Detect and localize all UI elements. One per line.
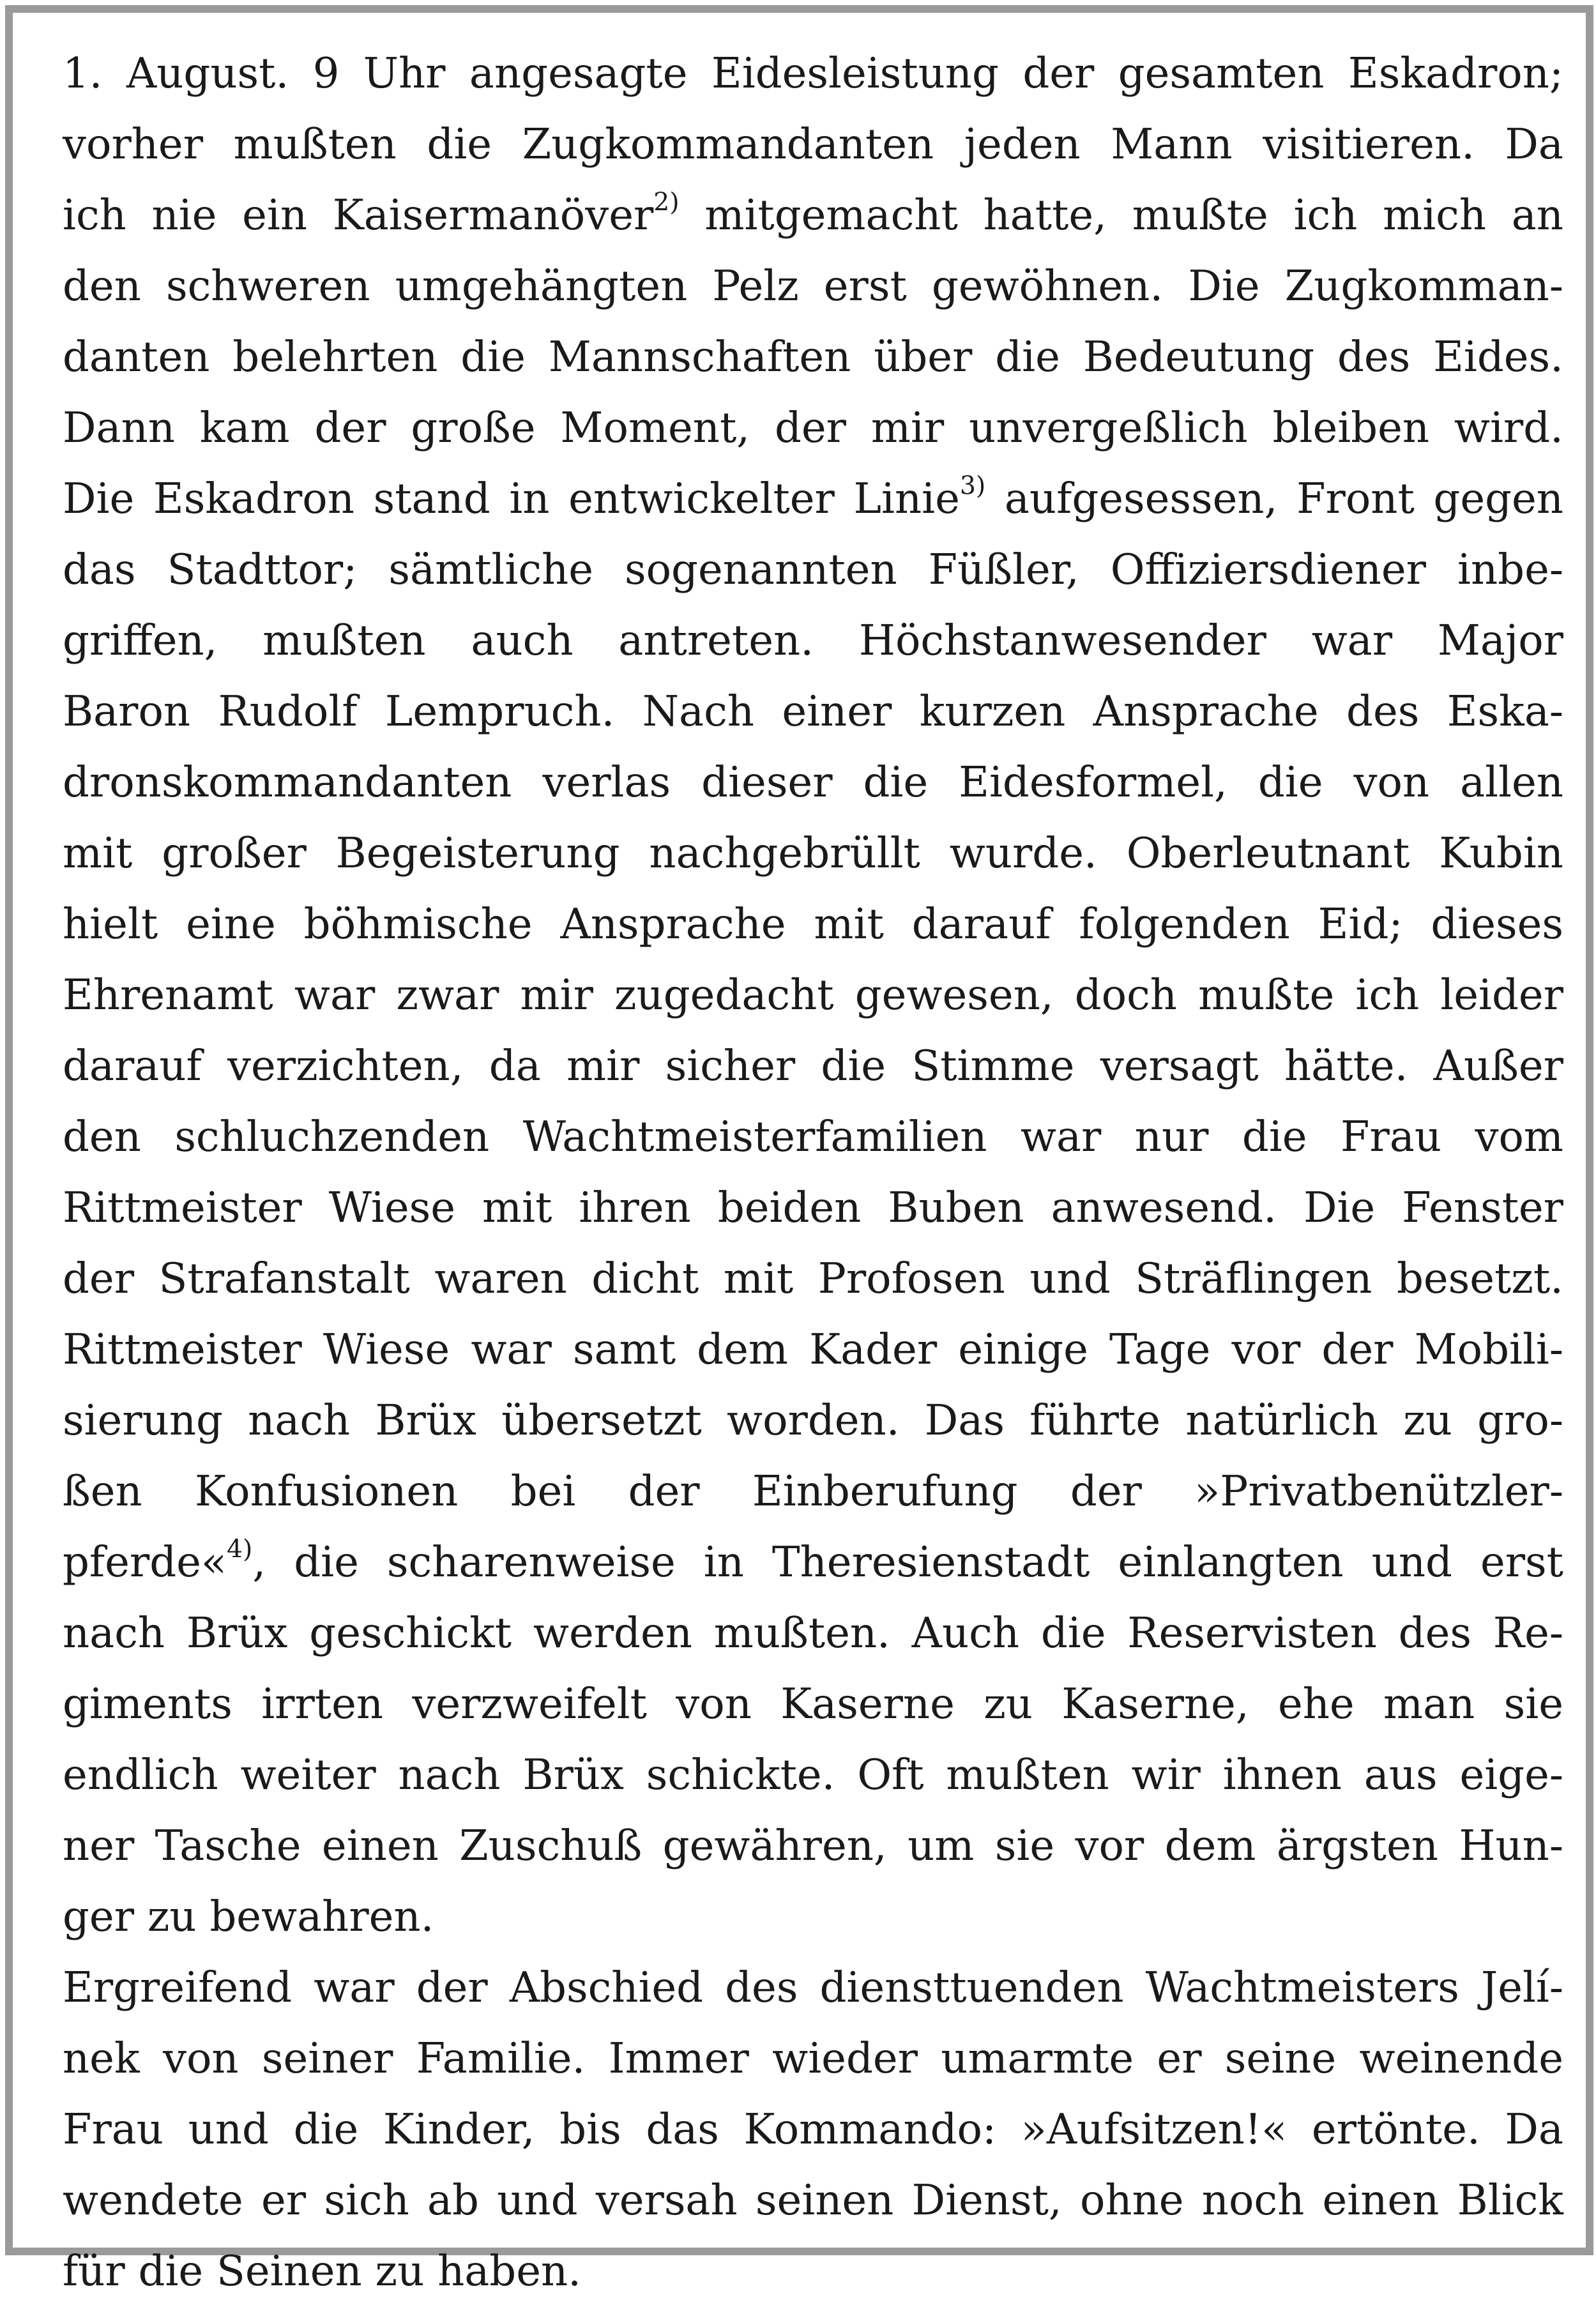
- line-text: Rittmeister Wiese war samt dem Kader einige Tage vor der Mobili-: [63, 1325, 1563, 1374]
- footnote-marker: 4): [227, 1535, 253, 1564]
- text-line: [63, 2094, 1563, 2165]
- text-line: [63, 1740, 1563, 1811]
- line-text: der Strafanstalt waren dicht mit Profosen und Sträflingen besetzt.: [63, 1254, 1563, 1303]
- line-text: sierung nach Brüx übersetzt worden. Das führte natürlich zu gro-: [63, 1396, 1563, 1445]
- line-text: vorher mußten die Zugkommandanten jeden Mann visitieren. Da: [63, 120, 1563, 169]
- text-line: [63, 2023, 1563, 2094]
- line-text: mitgemacht hatte, mußte ich mich an: [679, 191, 1563, 240]
- line-text: hielt eine böhmische Ansprache mit darauf folgenden Eid; dieses: [63, 900, 1563, 948]
- line-text: griffen, mußten auch antreten. Höchstanwesender war Major: [63, 616, 1563, 665]
- line-text: Ehrenamt war zwar mir zugedacht gewesen, doch mußte ich leider: [63, 971, 1563, 1019]
- line-text: das Stadttor; sämtliche sogenannten Füßler, Offiziersdiener inbe-: [63, 545, 1563, 594]
- line-text: Baron Rudolf Lempruch. Nach einer kurzen Ansprache des Eska-: [63, 687, 1563, 736]
- text-line: [63, 1527, 1563, 1598]
- text-line: [63, 109, 1563, 180]
- line-text: wendete er sich ab und versah seinen Dienst, ohne noch einen Blick: [63, 2176, 1563, 2225]
- line-text: giments irrten verzweifelt von Kaserne zu Kaserne, ehe man sie: [63, 1680, 1563, 1728]
- line-text: den schweren umgehängten Pelz erst gewöhnen. Die Zugkomman-: [63, 262, 1563, 310]
- line-text: dronskommandanten verlas dieser die Eidesformel, die von allen: [63, 758, 1563, 807]
- text-line: [63, 1953, 1563, 2023]
- text-line: [63, 2236, 1563, 2307]
- text-line: [63, 1811, 1563, 1882]
- text-line: [63, 1882, 1563, 1953]
- text-line: [63, 535, 1563, 605]
- text-line: [63, 1102, 1563, 1173]
- paragraph: [63, 38, 1563, 1953]
- line-text: Dann kam der große Moment, der mir unvergeßlich bleiben wird.: [63, 404, 1563, 452]
- text-line: [63, 322, 1563, 393]
- line-text: , die scharenweise in Theresienstadt einlangten und erst: [252, 1538, 1563, 1587]
- text-line: [63, 1669, 1563, 1740]
- text-line: [63, 1173, 1563, 1244]
- text-line: [63, 676, 1563, 747]
- line-text: Ergreifend war der Abschied des diensttuenden Wachtmeisters Jelí-: [63, 1963, 1563, 2012]
- text-line: [63, 747, 1563, 818]
- line-text: aufgesessen, Front gegen: [985, 475, 1563, 523]
- text-line: [63, 818, 1563, 889]
- line-text: Rittmeister Wiese mit ihren beiden Buben anwesend. Die Fenster: [63, 1184, 1563, 1232]
- text-line: [63, 960, 1563, 1031]
- line-text: nach Brüx geschickt werden mußten. Auch die Reservisten des Re-: [63, 1609, 1563, 1657]
- line-text: danten belehrten die Mannschaften über die Bedeutung des Eides.: [63, 333, 1563, 381]
- text-line: [63, 1031, 1563, 1102]
- text-line: [63, 38, 1563, 109]
- document-text: [63, 38, 1563, 2307]
- text-line: [63, 1456, 1563, 1527]
- line-text: den schluchzenden Wachtmeisterfamilien war nur die Frau vom: [63, 1113, 1563, 1161]
- text-line: [63, 1244, 1563, 1314]
- line-text: mit großer Begeisterung nachgebrüllt wurde. Oberleutnant Kubin: [63, 829, 1563, 878]
- text-line: [63, 464, 1563, 535]
- text-line: [63, 251, 1563, 322]
- paragraph: [63, 1953, 1563, 2307]
- line-text: ger zu bewahren.: [63, 1892, 434, 1941]
- line-text: 1. August. 9 Uhr angesagte Eidesleistung der gesamten Eskadron;: [63, 49, 1563, 98]
- line-text: Die Eskadron stand in entwickelter Linie: [63, 475, 960, 523]
- text-line: [63, 393, 1563, 464]
- text-line: [63, 1385, 1563, 1456]
- line-text: ich nie ein Kaisermanöver: [63, 191, 654, 240]
- text-line: [63, 1314, 1563, 1385]
- text-line: [63, 889, 1563, 960]
- line-text: für die Seinen zu haben.: [63, 2247, 582, 2296]
- text-line: [63, 180, 1563, 251]
- line-text: pferde«: [63, 1538, 227, 1587]
- text-line: [63, 2165, 1563, 2236]
- line-text: endlich weiter nach Brüx schickte. Oft mußten wir ihnen aus eige-: [63, 1751, 1563, 1799]
- line-text: Frau und die Kinder, bis das Kommando: »Aufsitzen!« ertönte. Da: [63, 2105, 1563, 2154]
- line-text: ner Tasche einen Zuschuß gewähren, um sie vor dem ärgsten Hun-: [63, 1822, 1563, 1870]
- footnote-marker: 3): [959, 471, 986, 501]
- footnote-marker: 2): [653, 188, 680, 217]
- text-line: [63, 1598, 1563, 1669]
- text-line: [63, 605, 1563, 676]
- line-text: darauf verzichten, da mir sicher die Stimme versagt hätte. Außer: [63, 1042, 1563, 1090]
- page-frame: [5, 5, 1593, 2296]
- line-text: nek von seiner Familie. Immer wieder umarmte er seine weinende: [63, 2034, 1563, 2083]
- line-text: ßen Konfusionen bei der Einberufung der »Privatbenützler-: [63, 1467, 1563, 1516]
